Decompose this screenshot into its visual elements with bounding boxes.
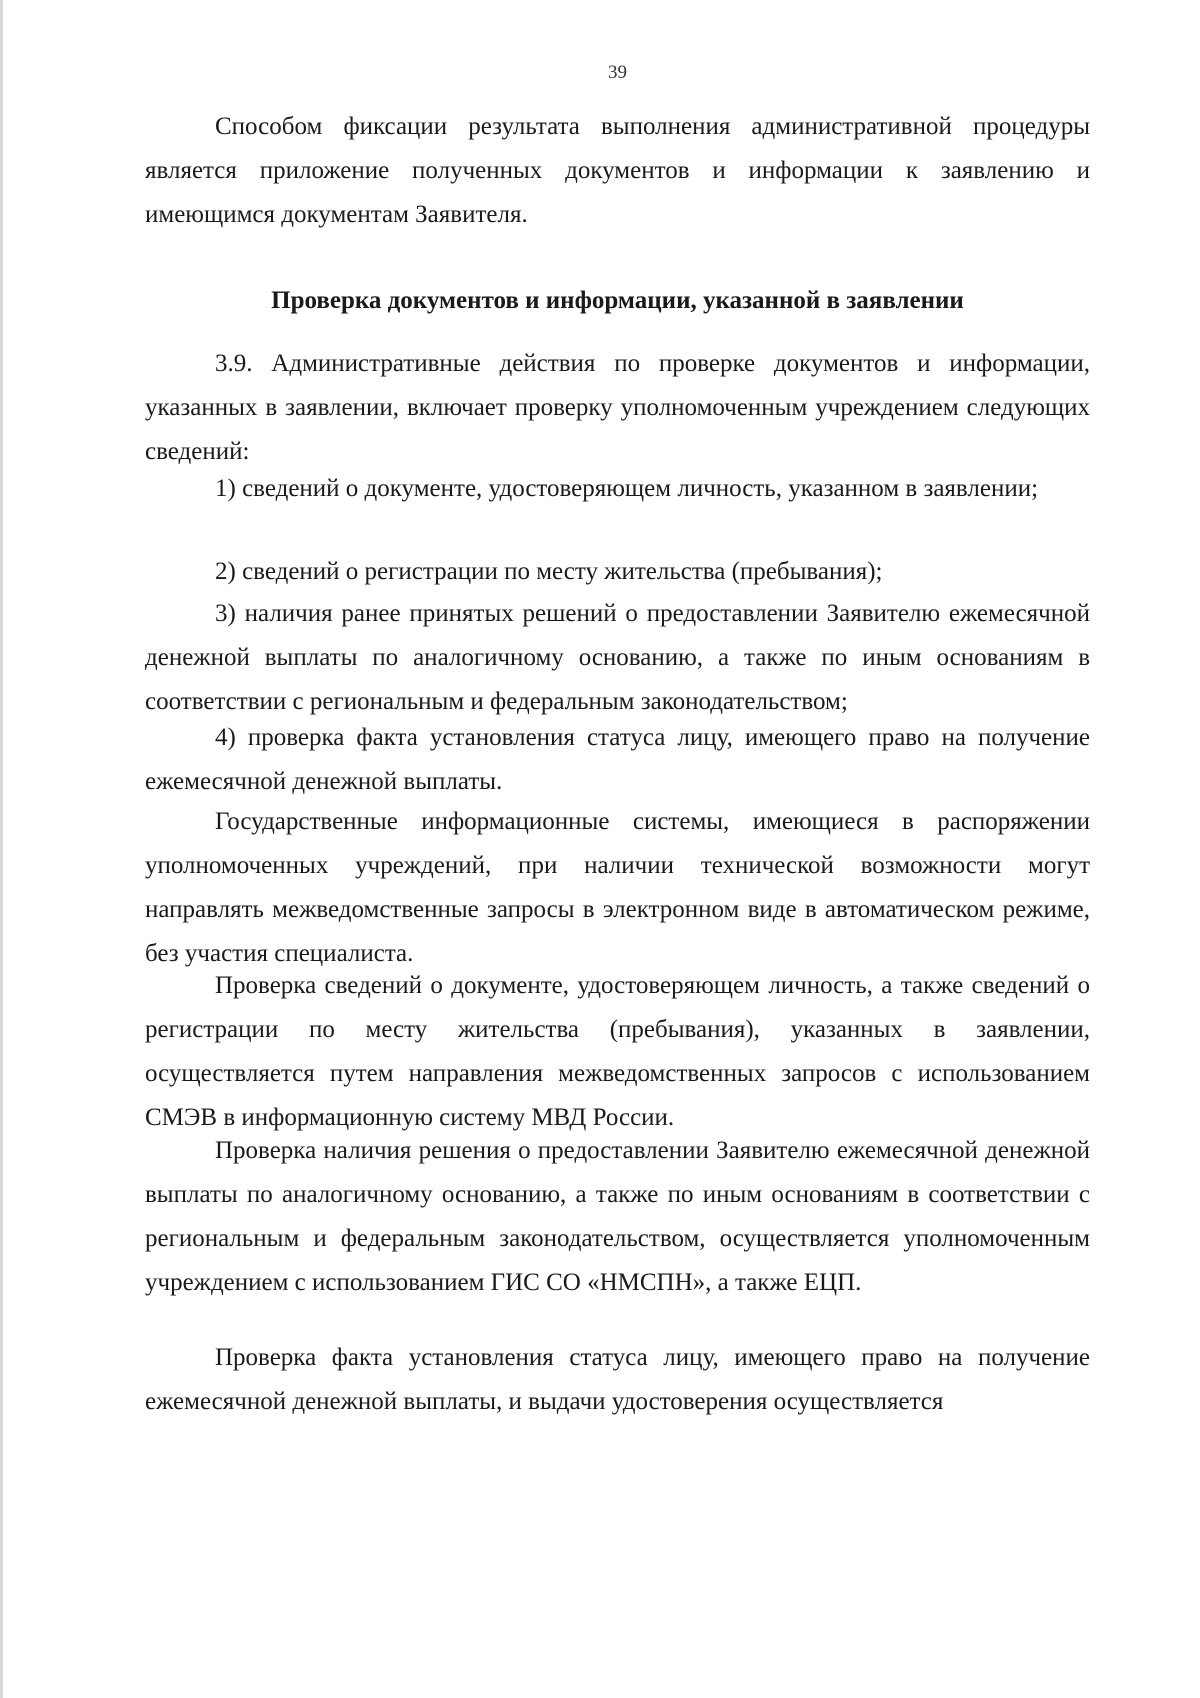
paragraph-fixation: Способом фиксации результата выполнения административной процедуры является приложение полученных документов и информации к заявлению и имеющимся документам Заявителя. — [145, 113, 1090, 228]
paragraph-3-9: 3.9. Административные действия по проверке документов и информации, указанных в заявлении, включает проверку уполномоченным учреждением следующих сведений: — [145, 350, 1090, 465]
page-number: 39 — [608, 62, 627, 83]
paragraph-gis: Государственные информационные системы, имеющиеся в распоряжении уполномоченных учреждений, при наличии технической возможности могут направлять межведомственные запросы в электронном виде в автоматическом режиме, без участия специалиста. — [145, 808, 1090, 967]
paragraph-check-identity: Проверка сведений о документе, удостоверяющем личность, а также сведений о регистрации по месту жительства (пребывания), указанных в заявлении, осуществляется путем направления межведомственных запросов с использованием СМЭВ в информационную систему МВД России. — [145, 972, 1090, 1131]
list-item-2: 2) сведений о регистрации по месту жительства (пребывания); — [215, 558, 883, 585]
list-item-4: 4) проверка факта установления статуса лицу, имеющего право на получение ежемесячной денежной выплаты. — [145, 724, 1090, 795]
list-item-3: 3) наличия ранее принятых решений о предоставлении Заявителю ежемесячной денежной выплаты по аналогичному основанию, а также по иным основаниям в соответствии с региональным и федеральным законодательством; — [145, 600, 1090, 715]
section-heading: Проверка документов и информации, указанной в заявлении — [271, 287, 964, 314]
paragraph-check-status: Проверка факта установления статуса лицу, имеющего право на получение ежемесячной денежной выплаты, и выдачи удостоверения осуществляется — [145, 1344, 1090, 1415]
paragraph-check-decision: Проверка наличия решения о предоставлении Заявителю ежемесячной денежной выплаты по аналогичному основанию, а также по иным основаниям в соответствии с региональным и федеральным законодательством, осуществляется уполномоченным учреждением с использованием ГИС СО «НМСПН», а также ЕЦП. — [145, 1137, 1090, 1296]
scan-edge — [0, 0, 3, 1698]
list-item-1: 1) сведений о документе, удостоверяющем личность, указанном в заявлении; — [215, 475, 1039, 502]
